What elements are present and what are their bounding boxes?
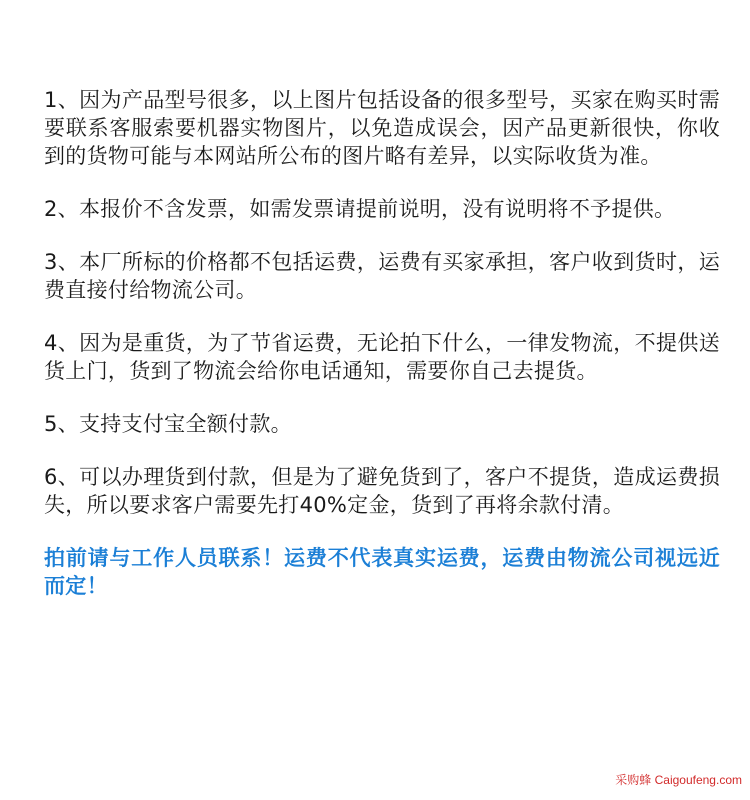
notice-paragraph-2: 2、本报价不含发票，如需发票请提前说明，没有说明将不予提供。 [44,197,676,221]
notice-paragraph-4: 4、因为是重货，为了节省运费，无论拍下什么，一律发物流，不提供送货上门，货到了物流会给你电话通知，需要你自己去提货。 [44,331,720,383]
notice-paragraph-3: 3、本厂所标的价格都不包括运费，运费有买家承担，客户收到货时，运费直接付给物流公司。 [44,250,720,302]
site-watermark: 采购蜂 Caigoufeng.com [615,773,742,787]
contact-notice: 拍前请与工作人员联系！运费不代表真实运费，运费由物流公司视远近而定！ [44,546,720,598]
notice-block [44,86,720,625]
notice-paragraph-6: 6、可以办理货到付款，但是为了避免货到了，客户不提货，造成运费损失，所以要求客户需要先打40%定金，货到了再将余款付清。 [44,465,720,517]
notice-paragraph-1: 1、因为产品型号很多，以上图片包括设备的很多型号，买家在购买时需要联系客服索要机器实物图片，以免造成误会，因产品更新很快，你收到的货物可能与本网站所公布的图片略有差异，以实际收货为准。 [44,88,720,168]
notice-paragraph-5: 5、支持支付宝全额付款。 [44,412,292,436]
